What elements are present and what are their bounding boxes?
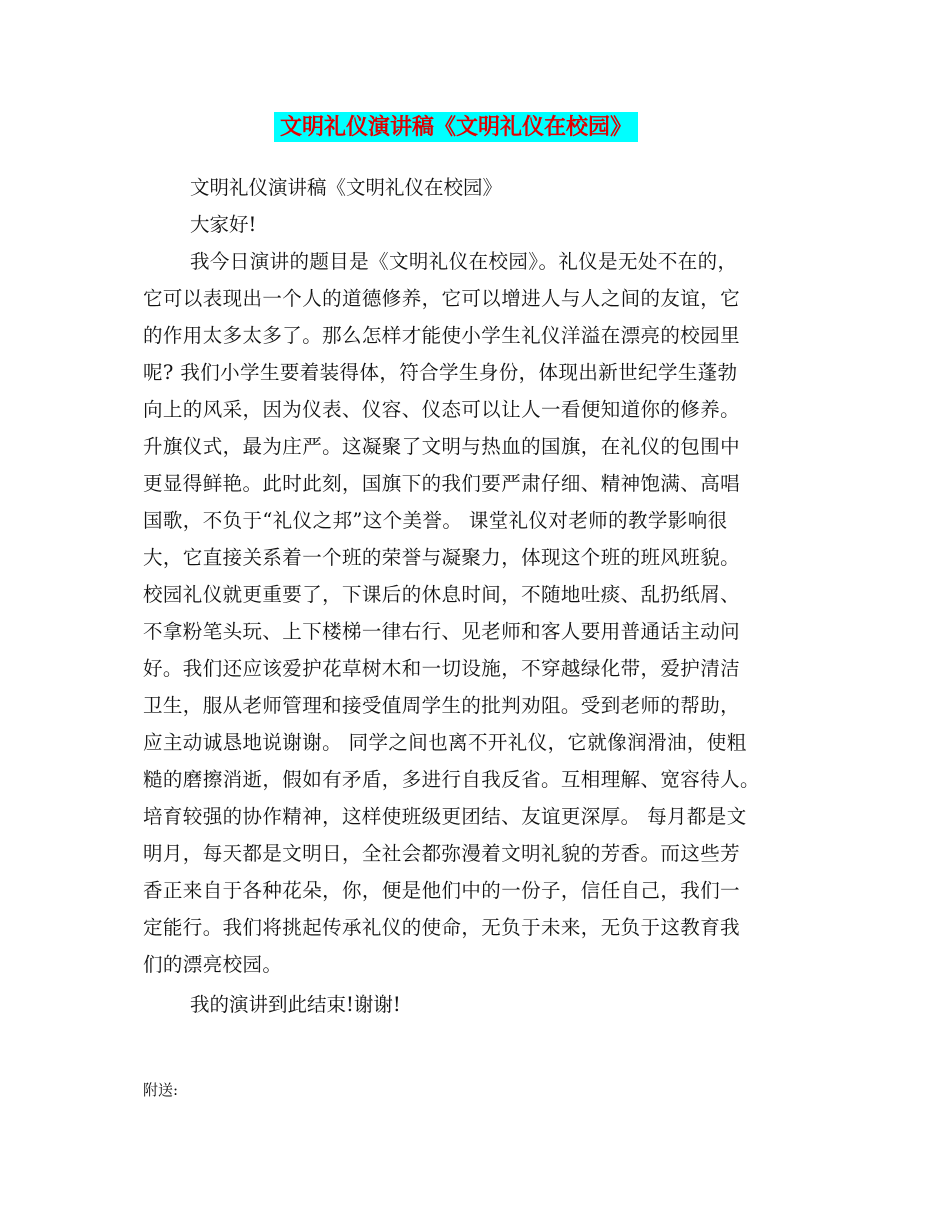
body-line: 它可以表现出一个人的道德修养，它可以增进人与人之间的友谊，它	[143, 287, 741, 310]
body-line: 香正来自于各种花朵，你，便是他们中的一份子，信任自己，我们一	[143, 879, 741, 902]
body-line: 卫生，服从老师管理和接受值周学生的批判劝阻。受到老师的帮助，	[143, 694, 741, 717]
body-line: 好。我们还应该爱护花草树木和一切设施，不穿越绿化带，爱护清洁	[143, 657, 741, 680]
body-line: 大，它直接关系着一个班的荣誉与凝聚力，体现这个班的班风班貌。	[143, 546, 741, 569]
body-line: 更显得鲜艳。此时此刻，国旗下的我们要严肃仔细、精神饱满、高唱	[143, 472, 741, 495]
body-line: 们的漂亮校园。	[143, 953, 283, 976]
greeting: 大家好!	[190, 213, 257, 236]
appendix-label: 附送:	[143, 1081, 179, 1099]
body-line: 培育较强的协作精神，这样使班级更团结、友谊更深厚。 每月都是文	[143, 805, 747, 828]
body-line: 升旗仪式，最为庄严。这凝聚了文明与热血的国旗，在礼仪的包围中	[143, 435, 741, 458]
speech-subtitle: 文明礼仪演讲稿《文明礼仪在校园》	[190, 176, 503, 199]
body-line: 明月，每天都是文明日，全社会都弥漫着文明礼貌的芳香。而这些芳	[143, 842, 741, 865]
closing-remark: 我的演讲到此结束!谢谢!	[190, 993, 401, 1016]
body-line: 定能行。我们将挑起传承礼仪的使命，无负于未来，无负于这教育我	[143, 916, 741, 939]
body-line: 应主动诚恳地说谢谢。 同学之间也离不开礼仪，它就像润滑油，使粗	[143, 731, 747, 754]
body-line: 向上的风采，因为仪表、仪容、仪态可以让人一看便知道你的修养。	[143, 398, 741, 421]
document-title: 文明礼仪演讲稿《文明礼仪在校园》	[274, 112, 638, 142]
body-line: 校园礼仪就更重要了，下课后的休息时间，不随地吐痰、乱扔纸屑、	[143, 583, 741, 606]
body-line: 糙的磨擦消逝，假如有矛盾，多进行自我反省。互相理解、宽容待人。	[143, 768, 760, 791]
body-line: 我今日演讲的题目是《文明礼仪在校园》。礼仪是无处不在的，	[190, 250, 738, 273]
body-line: 不拿粉笔头玩、上下楼梯一律右行、见老师和客人要用普通话主动问	[143, 620, 741, 643]
body-line: 呢? 我们小学生要着装得体，符合学生身份，体现出新世纪学生蓬勃	[143, 361, 738, 384]
body-line: 国歌，不负于“礼仪之邦”这个美誉。 课堂礼仪对老师的教学影响很	[143, 509, 728, 532]
body-line: 的作用太多太多了。那么怎样才能使小学生礼仪洋溢在漂亮的校园里	[143, 324, 741, 347]
